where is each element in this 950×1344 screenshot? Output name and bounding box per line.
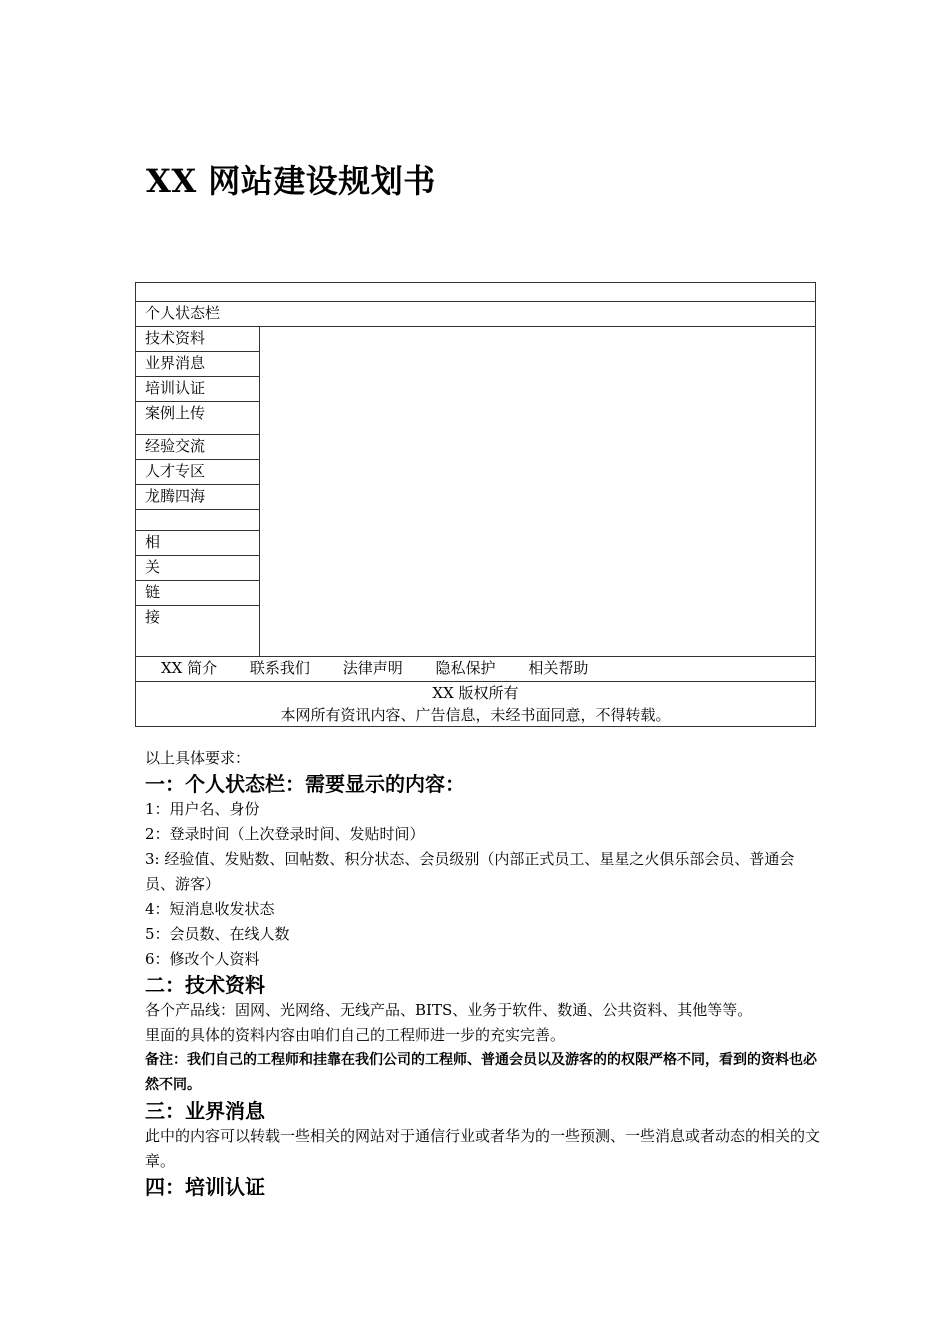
menu-item: 经验交流 xyxy=(136,435,260,460)
paragraph: 里面的具体的资料内容由咱们自己的工程师进一步的充实完善。 xyxy=(145,1026,566,1044)
menu-item xyxy=(136,510,260,531)
footer-link: XX 简介 xyxy=(161,659,218,677)
site-layout-table xyxy=(135,282,816,727)
paragraph: 各个产品线：固网、光网络、无线产品、BITS、业务于软件、数通、公共资料、其他等等。 xyxy=(145,1001,753,1019)
section-heading: 三：业界消息 xyxy=(145,1099,265,1123)
copyright-text: XX 版权所有 xyxy=(432,684,519,702)
requirements-section xyxy=(145,746,820,1200)
footer-link: 隐私保护 xyxy=(435,659,496,677)
paragraph: 此中的内容可以转载一些相关的网站对于通信行业或者华为的一些预测、一些消息或者动态的相关的文章。 xyxy=(145,1127,821,1170)
menu-item: 技术资料 xyxy=(136,327,260,352)
list-item: 1：用户名、身份 xyxy=(145,800,260,818)
footer-links xyxy=(136,657,816,682)
copyright-notice: 本网所有资讯内容、广告信息，未经书面同意，不得转载。 xyxy=(280,706,671,724)
menu-item: 接 xyxy=(136,606,260,657)
menu-item: 龙腾四海 xyxy=(136,485,260,510)
requirements-intro: 以上具体要求： xyxy=(145,749,251,767)
list-item: 4：短消息收发状态 xyxy=(145,900,275,918)
menu-item: 链 xyxy=(136,581,260,606)
list-item: 5：会员数、在线人数 xyxy=(145,925,290,943)
footer-link: 联系我们 xyxy=(249,659,310,677)
section-heading: 一：个人状态栏：需要显示的内容： xyxy=(145,772,465,796)
menu-item: 案例上传 xyxy=(136,402,260,435)
menu-item: 关 xyxy=(136,556,260,581)
menu-item: 相 xyxy=(136,531,260,556)
menu-item: 业界消息 xyxy=(136,352,260,377)
document-title: XX 网站建设规划书 xyxy=(146,162,436,200)
copyright-cell xyxy=(136,682,816,727)
footer-link: 相关帮助 xyxy=(528,659,589,677)
menu-item: 培训认证 xyxy=(136,377,260,402)
list-item: 6：修改个人资料 xyxy=(145,950,260,968)
footer-link: 法律声明 xyxy=(342,659,403,677)
menu-item: 人才专区 xyxy=(136,460,260,485)
section-heading: 二：技术资料 xyxy=(145,973,265,997)
status-bar-cell: 个人状态栏 xyxy=(136,302,816,327)
list-item: 2：登录时间（上次登录时间、发贴时间） xyxy=(145,825,425,843)
list-item: 3: 经验值、发贴数、回帖数、积分状态、会员级别（内部正式员工、星星之火俱乐部会员、普通会员、游客） xyxy=(145,850,795,893)
note-paragraph: 备注：我们自己的工程师和挂靠在我们公司的工程师、普通会员以及游客的的权限严格不同，看到的资料也必然不同。 xyxy=(145,1052,817,1093)
content-area xyxy=(260,327,816,657)
header-blank-cell xyxy=(136,283,816,302)
section-heading: 四：培训认证 xyxy=(145,1175,265,1199)
